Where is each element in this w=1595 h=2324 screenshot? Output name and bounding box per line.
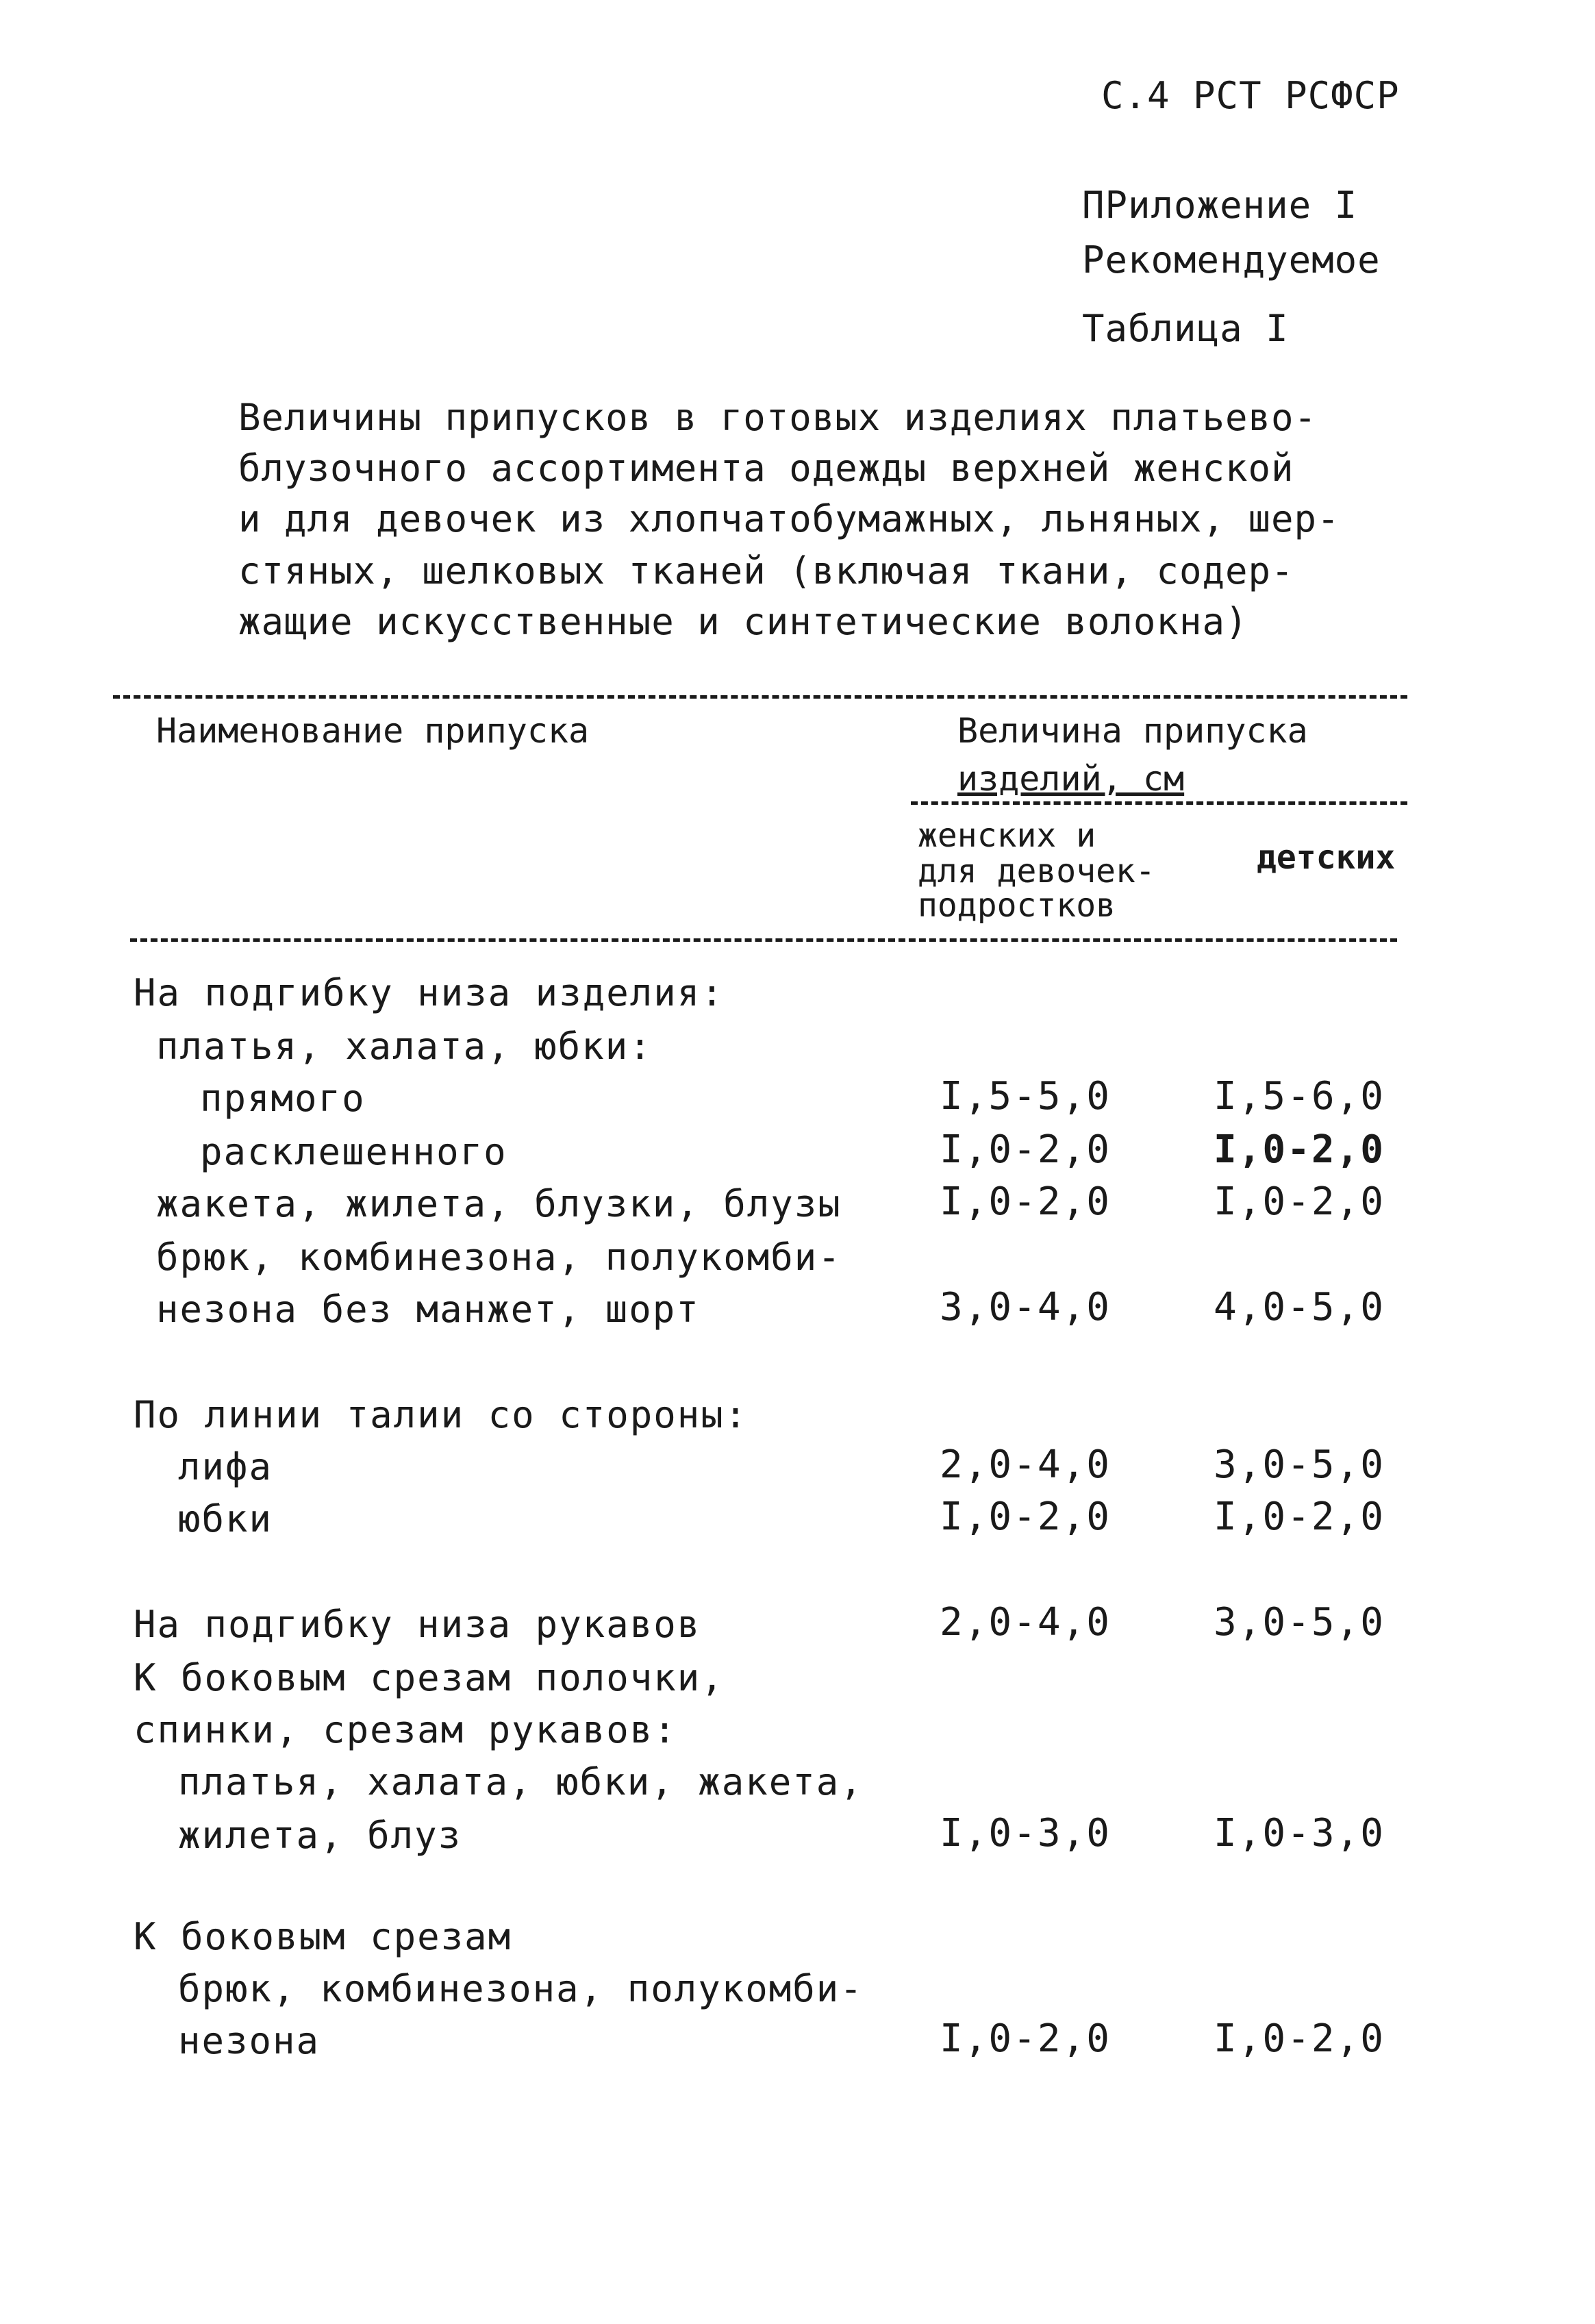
title-line: блузочного ассортимента одежды верхней женской	[238, 447, 1294, 490]
value-women: I,5-5,0	[940, 1074, 1112, 1119]
row-name: прямого	[200, 1077, 366, 1120]
row-name: По линии талии со стороны:	[134, 1393, 749, 1436]
table-top-rule	[113, 695, 1407, 699]
title-line: стяных, шелковых тканей (включая ткани, содер-	[238, 549, 1294, 592]
value-women: 2,0-4,0	[940, 1442, 1112, 1487]
row-name: жакета, жилета, блузки, блузы	[156, 1182, 842, 1225]
value-children: I,0-2,0	[1214, 1495, 1385, 1539]
column-header-name: Наименование припуска	[156, 711, 590, 751]
title-line: жащие искусственные и синтетические волокна)	[238, 600, 1248, 643]
row-name: брюк, комбинезона, полукомби-	[156, 1236, 842, 1279]
column-header-value: Величина припуска	[957, 711, 1308, 751]
header-bottom-rule	[130, 938, 1397, 942]
value-women: I,0-2,0	[940, 2016, 1112, 2061]
row-name: лифа	[178, 1445, 273, 1488]
row-name: На подгибку низа изделия:	[134, 971, 725, 1014]
value-children: I,0-2,0	[1214, 2016, 1385, 2061]
subcolumn-women-line3: подростков	[918, 886, 1116, 925]
value-women: I,0-3,0	[940, 1811, 1112, 1856]
title-line: и для девочек из хлопчатобумажных, льняных, шер-	[238, 497, 1340, 540]
row-name: жилета, блуз	[178, 1814, 462, 1857]
table-label: Таблица I	[1082, 307, 1289, 350]
value-women: I,0-2,0	[940, 1127, 1112, 1172]
recommended-label: Рекомендуемое	[1082, 238, 1381, 282]
value-women: 3,0-4,0	[940, 1285, 1112, 1329]
value-children: I,0-2,0	[1214, 1127, 1385, 1172]
value-children: I,0-2,0	[1214, 1179, 1385, 1224]
page-reference: С.4 РСТ РСФСР	[1101, 74, 1400, 117]
value-children: I,0-3,0	[1214, 1811, 1385, 1856]
subcolumn-women-line1: женских и	[918, 816, 1096, 855]
row-name: платья, халата, юбки, жакета,	[178, 1760, 864, 1803]
value-children: 3,0-5,0	[1214, 1442, 1385, 1487]
subcolumn-women-line2: для девочек-	[918, 852, 1155, 890]
appendix-label: ПРиложение I	[1082, 184, 1358, 227]
column-header-unit: изделий, см	[957, 759, 1185, 799]
subcolumn-children: детских	[1257, 838, 1396, 877]
value-children: 3,0-5,0	[1214, 1600, 1385, 1645]
row-name: незона без манжет, шорт	[156, 1288, 700, 1331]
row-name: спинки, срезам рукавов:	[134, 1708, 677, 1751]
row-name: незона	[178, 2019, 321, 2062]
row-name: расклешенного	[200, 1130, 507, 1173]
row-name: юбки	[178, 1497, 273, 1540]
subheader-rule	[911, 801, 1407, 805]
row-name: брюк, комбинезона, полукомби-	[178, 1967, 864, 2010]
row-name: платья, халата, юбки:	[156, 1025, 653, 1068]
value-women: I,0-2,0	[940, 1495, 1112, 1539]
row-name: К боковым срезам	[134, 1915, 512, 1958]
row-name: На подгибку низа рукавов	[134, 1603, 701, 1646]
value-women: I,0-2,0	[940, 1179, 1112, 1224]
row-name: К боковым срезам полочки,	[134, 1656, 725, 1699]
value-children: I,5-6,0	[1214, 1074, 1385, 1119]
title-line: Величины припусков в готовых изделиях платьево-	[238, 396, 1318, 439]
value-children: 4,0-5,0	[1214, 1285, 1385, 1329]
value-women: 2,0-4,0	[940, 1600, 1112, 1645]
